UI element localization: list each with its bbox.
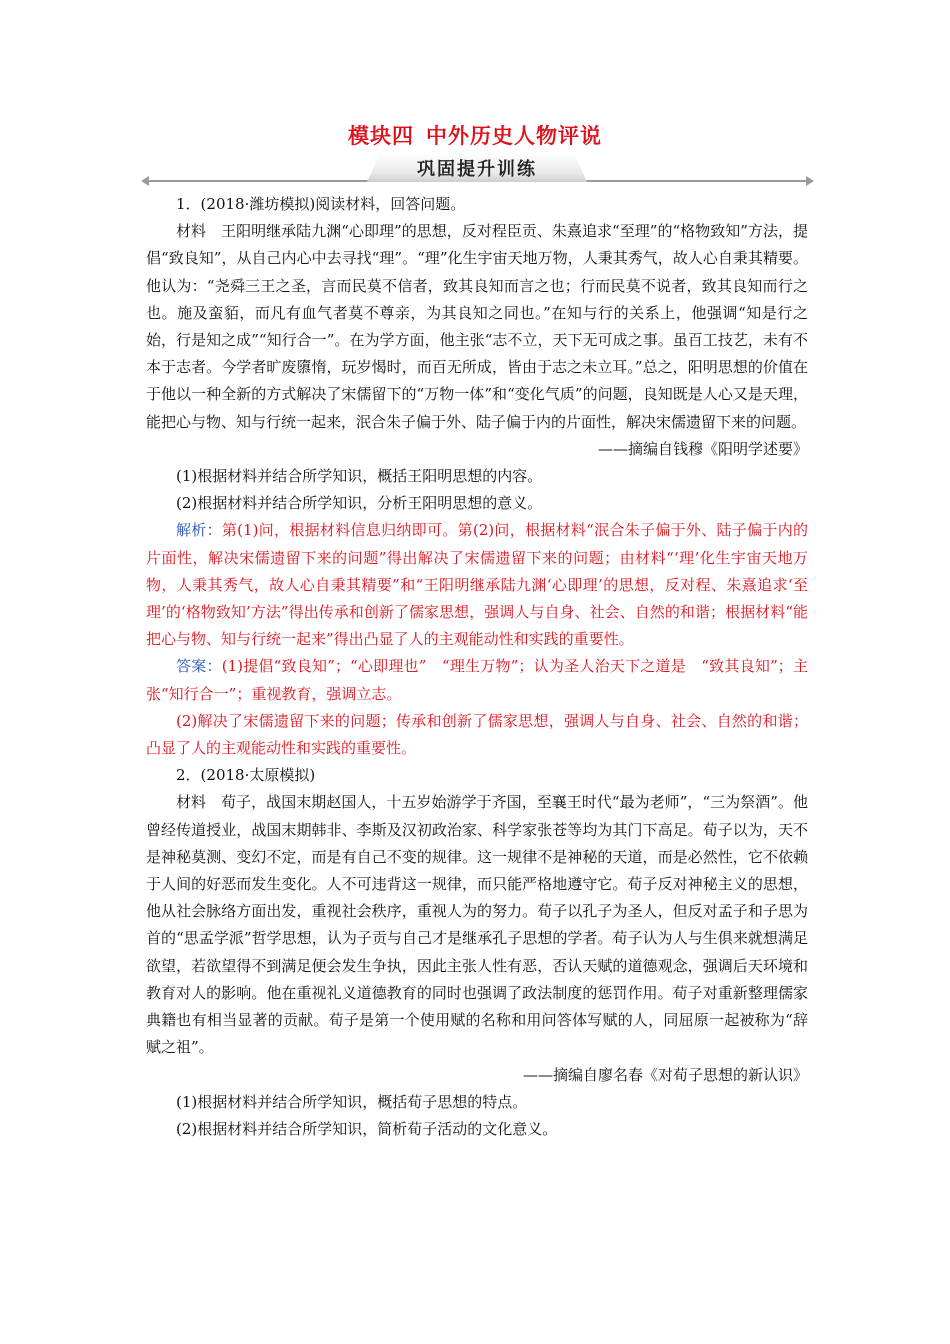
- analysis-label: 解析：: [176, 521, 222, 540]
- answer-part-2: (2)解决了宋儒遗留下来的问题；传承和创新了儒家思想，强调人与自身、社会、自然的和谐；凸显了人的主观能动性和实践的重要性。: [146, 711, 808, 758]
- section-heading: 巩固提升训练: [417, 159, 537, 180]
- question-1-source: ——摘编自钱穆《阳明学述要》: [597, 439, 808, 458]
- question-2-sub2: (2)根据材料并结合所学知识，简析荀子活动的文化意义。: [176, 1119, 558, 1138]
- answer-label: 答案：: [176, 657, 222, 676]
- question-1-stem: 1．(2018·潍坊模拟)阅读材料，回答问题。: [176, 195, 466, 213]
- question-1-answer: [146, 653, 808, 707]
- analysis-text: 第(1)问，根据材料信息归纳即可。第(2)问，根据材料“泯合朱子偏于外、陆子偏于内的片面性，解决宋儒遗留下来的问题”得出解决了宋儒遗留下来的问题；由材料“‘理’化生宇宙天地万物，人秉其秀气，故人心自秉其精要”和“王阳明继承陆九渊‘心即理’的思想，反对程、朱熹追求‘至理’的‘格物致知’方法”得出传承和创新了儒家思想，强调人与自身、社会、自然的和谐；根据材料“能把心与物、知与行统一起来”得出凸显了人的主观能动性和实践的重要性。: [146, 521, 808, 649]
- question-2-material: 材料 荀子，战国末期赵国人，十五岁始游学于齐国，至襄王时代“最为老师”，“三为祭酒”。他曾经传道授业，战国末期韩非、李斯及汉初政治家、科学家张苍等均为其门下高足。荀子以为，天不是神秘莫测、变幻不定，而是有自己不变的规律。这一规律不是神秘的天道，而是必然性，它不依赖于人间的好恶而发生变化。人不可违背这一规律，而只能严格地遵守它。荀子反对神秘主义的思想，他从社会脉络方面出发，重视社会秩序，重视人为的努力。荀子以孔子为圣人，但反对孟子和子思为首的“思孟学派”哲学思想，认为子贡与自己才是继承孔子思想的学者。荀子认为人与生俱来就想满足欲望，若欲望得不到满足便会发生争执，因此主张人性有恶，否认天赋的道德观念，强调后天环境和教育对人的影响。他在重视礼义道德教育的同时也强调了政法制度的惩罚作用。荀子对重新整理儒家典籍也有相当显著的贡献。荀子是第一个使用赋的名称和用问答体写赋的人，同屈原一起被称为“辞赋之祖”。: [146, 793, 808, 1057]
- module-title-topic: 中外历史人物评说: [426, 124, 602, 148]
- question-1-sub2: (2)根据材料并结合所学知识，分析王阳明思想的意义。: [176, 494, 543, 513]
- question-2-stem: 2．(2018·太原模拟): [176, 766, 316, 785]
- banner-left-arrow-icon: [141, 176, 149, 186]
- module-title: [0, 120, 950, 150]
- question-1-material: 材料 王阳明继承陆九渊“心即理”的思想，反对程臣贡、朱熹追求“至理”的“格物致知”方法，提倡“致良知”，从自己内心中去寻找“理”。“理”化生宇宙天地万物，人秉其秀气，故人心自秉其精要。他认为：“尧舜三王之圣，言而民莫不信者，致其良知而言之也；行而民莫不说者，致其良知而行之也。施及蛮貊，而凡有血气者莫不尊亲，为其良知之同也。”在知与行的关系上，他强调“知是行之始，行是知之成”“知行合一”。在为学方面，他主张“志不立，天下无可成之事。虽百工技艺，未有不本于志者。今学者旷废隳惰，玩岁愒时，而百无所成，皆由于志之未立耳。”总之，阳明思想的价值在于他以一种全新的方式解决了宋儒留下的“万物一体”和“变化气质”的问题，良知既是人心又是天理，能把心与物、知与行统一起来，泯合朱子偏于外、陆子偏于内的片面性，解决宋儒遗留下来的问题。: [146, 222, 808, 431]
- question-2-source: ——摘编自廖名春《对荀子思想的新认识》: [522, 1065, 808, 1084]
- section-banner: [145, 153, 810, 187]
- answer-part-1: (1)提倡“致良知”；“心即理也” “理生万物”；认为圣人治天下之道是 “致其良知”；主张“知行合一”；重视教育，强调立志。: [146, 657, 808, 703]
- banner-right-arrow-icon: [806, 176, 814, 186]
- question-2-sub1: (1)根据材料并结合所学知识，概括荀子思想的特点。: [176, 1092, 528, 1111]
- module-title-number: 模块四: [348, 124, 414, 148]
- question-1-sub1: (1)根据材料并结合所学知识，概括王阳明思想的内容。: [176, 467, 543, 486]
- question-1-analysis: [146, 517, 808, 653]
- document-body: [146, 191, 808, 1143]
